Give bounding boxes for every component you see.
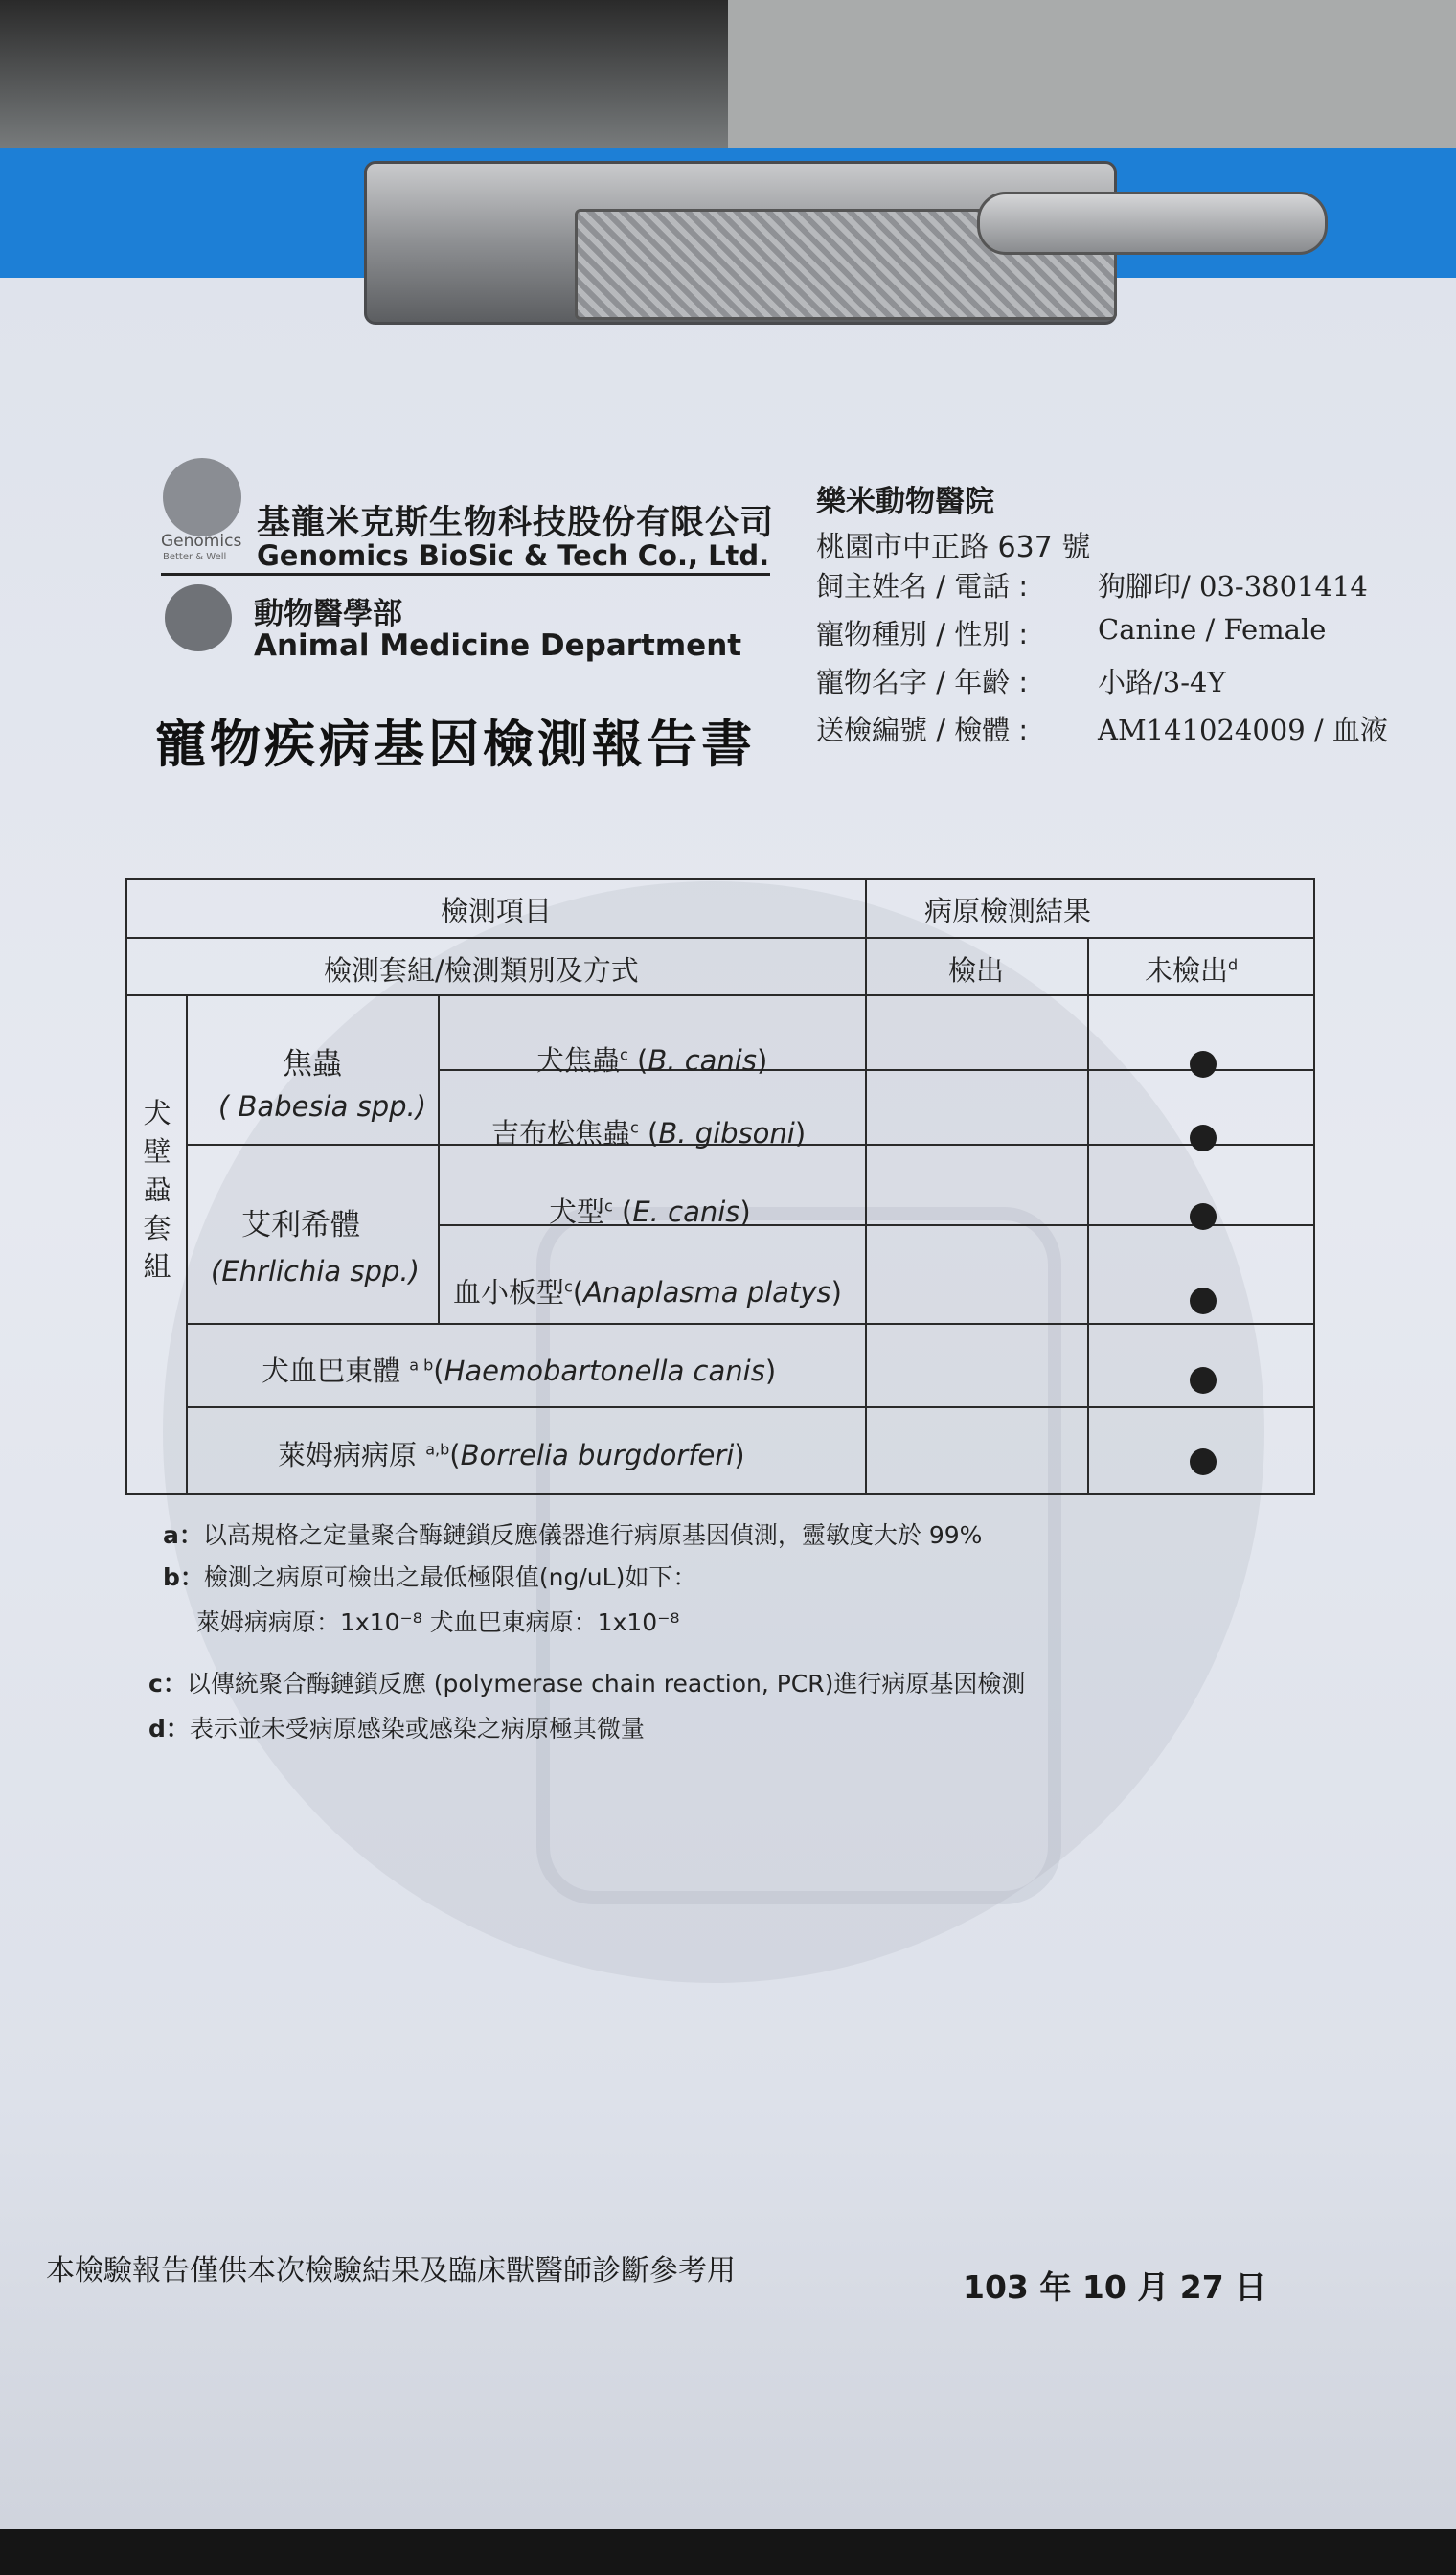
test-row: 萊姆病病原 $^{a,b}$(Borrelia burgdorferi) <box>278 1439 745 1471</box>
info-value: 小路/3-4Y <box>1098 666 1226 698</box>
footnote-d <box>148 1710 645 1744</box>
species-info-row <box>816 613 1327 652</box>
result-dot-icon <box>1190 1448 1217 1475</box>
test-sup: c <box>620 1045 628 1064</box>
footnote-text: 表示並未受病原感染或感染之病原極其微量 <box>189 1715 645 1743</box>
test-latin: Haemobartonella canis <box>444 1355 765 1387</box>
test-latin: E. canis <box>632 1196 740 1228</box>
test-sup: c <box>630 1118 639 1137</box>
test-name: 萊姆病病原 <box>278 1439 418 1471</box>
footnote-text: 以高規格之定量聚合酶鏈鎖反應儀器進行病原基因偵測，靈敏度大於 99% <box>202 1521 983 1549</box>
clipboard-clip-lever <box>977 192 1328 255</box>
footer-disclaimer: 本檢驗報告僅供本次檢驗結果及臨床獸醫師診斷參考用 <box>46 2254 736 2288</box>
pet-name-info-row <box>816 661 1226 700</box>
footnote-b-detail <box>196 1604 679 1638</box>
report-title: 寵物疾病基因檢測報告書 <box>155 716 756 774</box>
department-name-cn: 動物醫學部 <box>254 597 402 631</box>
header-test-items: 檢測項目 <box>441 895 553 927</box>
footnote-text: 以傳統聚合酶鏈鎖反應 (polymerase chain reaction, PCR)進行病原基因檢測 <box>186 1670 1026 1698</box>
column-not-detected-sup: d <box>1228 955 1239 974</box>
footnote-text: 萊姆病病原：1x10⁻⁸ 犬血巴東病原：1x10⁻⁸ <box>196 1608 680 1636</box>
test-name: 犬型 <box>549 1196 605 1228</box>
logo-subtext: Better & Well <box>163 552 227 562</box>
result-table <box>105 878 1317 1496</box>
header-divider <box>161 573 770 576</box>
test-latin: B. gibsoni <box>658 1117 795 1150</box>
footnote-a <box>163 1516 982 1551</box>
footnote-key: d： <box>148 1715 190 1743</box>
test-sup: a,b <box>425 1440 450 1459</box>
group-latin-babesia: ( Babesia spp.) <box>218 1090 427 1123</box>
clinic-name: 樂米動物醫院 <box>816 485 994 519</box>
test-latin: B. canis <box>648 1044 757 1077</box>
group-name-babesia: 焦蟲 <box>283 1047 342 1082</box>
photo-background-bottom <box>0 2529 1456 2575</box>
test-name: 犬焦蟲 <box>536 1044 621 1077</box>
footnote-key: b： <box>163 1563 204 1591</box>
department-name-en: Animal Medicine Department <box>254 628 742 663</box>
result-dot-icon <box>1190 1051 1217 1078</box>
clinic-address: 桃園市中正路 637 號 <box>816 531 1091 564</box>
group-name-ehrlichia: 艾利希體 <box>241 1208 360 1242</box>
info-label: 寵物名字 / 年齡 : <box>816 666 1029 698</box>
owner-info-row <box>816 565 1368 604</box>
test-name: 血小板型 <box>453 1276 565 1309</box>
test-name: 犬血巴東體 <box>262 1355 401 1387</box>
footnote-text: 檢測之病原可檢出之最低極限值(ng/uL)如下： <box>203 1563 697 1591</box>
footnote-c <box>148 1665 1025 1699</box>
result-dot-icon <box>1190 1203 1217 1230</box>
genomics-logo-icon <box>163 458 241 536</box>
test-name: 吉布松焦蟲 <box>491 1117 631 1150</box>
test-sup: c <box>564 1277 573 1296</box>
info-label: 飼主姓名 / 電話 : <box>816 570 1029 603</box>
test-row: 吉布松焦蟲$^c$ (B. gibsoni) <box>491 1117 807 1150</box>
info-value: 狗腳印/ 03-3801414 <box>1098 570 1368 603</box>
footnote-b <box>163 1559 696 1593</box>
table-grid <box>105 878 1317 1496</box>
test-latin: Anaplasma platys <box>583 1276 831 1309</box>
test-row: 犬型$^c$ (E. canis) <box>549 1196 751 1228</box>
test-sup: c <box>604 1196 613 1216</box>
animal-medicine-logo-icon <box>165 584 232 651</box>
result-dot-icon <box>1190 1367 1217 1394</box>
test-row: 犬血巴東體 $^{a b}$(Haemobartonella canis) <box>262 1355 777 1387</box>
subheader-method: 檢測套組/檢測類別及方式 <box>324 954 639 987</box>
panel-name: 犬壁蝨套組 <box>143 1097 171 1283</box>
info-label: 寵物種別 / 性別 : <box>816 618 1029 650</box>
result-dot-icon <box>1190 1125 1217 1151</box>
footnote-key: c： <box>148 1670 187 1698</box>
info-label: 送檢編號 / 檢體 : <box>816 714 1029 746</box>
column-detected: 檢出 <box>948 954 1005 987</box>
logo-text: Genomics <box>161 532 242 551</box>
test-sup: a b <box>409 1356 434 1375</box>
info-value: AM141024009 / 血液 <box>1098 714 1388 746</box>
footnote-key: a： <box>163 1521 203 1549</box>
column-not-detected-label: 未檢出 <box>1145 954 1229 987</box>
group-latin-ehrlichia: (Ehrlichia spp.) <box>211 1255 420 1288</box>
column-not-detected <box>1145 949 1238 989</box>
test-latin: Borrelia burgdorferi <box>460 1439 735 1471</box>
header-results: 病原檢測結果 <box>924 895 1092 927</box>
result-dot-icon <box>1190 1288 1217 1314</box>
test-row: 血小板型$^c$(Anaplasma platys) <box>453 1276 842 1309</box>
test-row: 犬焦蟲$^c$ (B. canis) <box>536 1044 768 1077</box>
company-name-en: Genomics BioSic & Tech Co., Ltd. <box>257 539 770 572</box>
report-date: 103 年 10 月 27 日 <box>963 2268 1267 2306</box>
info-value: Canine / Female <box>1098 613 1327 646</box>
sample-info-row <box>816 709 1388 748</box>
company-name-cn: 基龍米克斯生物科技股份有限公司 <box>257 504 775 542</box>
